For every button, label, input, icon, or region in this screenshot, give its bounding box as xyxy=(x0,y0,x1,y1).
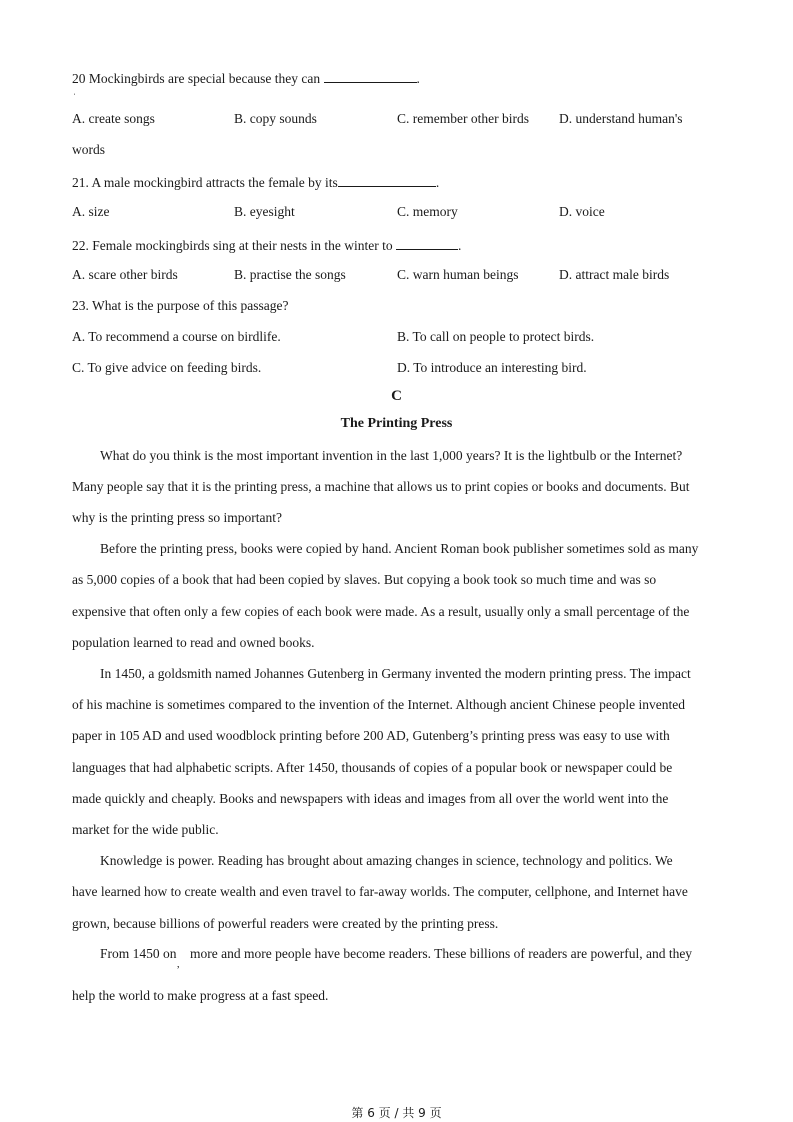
option-a: A. size xyxy=(72,204,110,219)
option-c: C. remember other birds xyxy=(397,111,529,126)
stray-mark: ˌ xyxy=(73,85,76,95)
paragraph-3-line-6: market for the wide public. xyxy=(72,822,219,837)
question-22-stem: 22. Female mockingbirds sing at their nests in the winter to xyxy=(72,238,393,253)
paragraph-3-line-2: of his machine is sometimes compared to the invention of the Internet. Although ancient Chinese people invented xyxy=(72,697,685,712)
page-footer: 第 6 页 / 共 9 页 xyxy=(351,1106,442,1120)
option-d: D. voice xyxy=(559,204,605,219)
option-c: C. warn human beings xyxy=(397,267,519,282)
paragraph-5-start: From 1450 on xyxy=(100,946,177,961)
question-22 xyxy=(72,236,461,254)
option-d-wrap: words xyxy=(72,142,105,157)
period: . xyxy=(416,71,420,86)
question-20-stem: 20 Mockingbirds are special because they can xyxy=(72,71,321,86)
paragraph-4-line-1: Knowledge is power. Reading has brought about amazing changes in science, technology and politics. We xyxy=(100,853,673,868)
answer-blank xyxy=(396,236,458,250)
option-b: B. To call on people to protect birds. xyxy=(397,329,595,344)
paragraph-1-line-3: why is the printing press so important? xyxy=(72,510,282,525)
option-c: C. memory xyxy=(397,204,458,219)
period: . xyxy=(457,238,462,253)
option-a: A. scare other birds xyxy=(72,267,178,282)
option-c: C. To give advice on feeding birds. xyxy=(72,360,262,375)
period: . xyxy=(435,175,440,190)
option-a: A. To recommend a course on birdlife. xyxy=(72,329,281,344)
paragraph-5-rest: more and more people have become readers. These billions of readers are powerful, and they xyxy=(190,946,693,961)
option-d: D. attract male birds xyxy=(559,267,670,282)
option-d: D. understand human's xyxy=(559,111,683,126)
question-21 xyxy=(72,173,439,191)
paragraph-3-line-3: paper in 105 AD and used woodblock printing before 200 AD, Gutenberg’s printing press was easy to use with xyxy=(72,728,670,743)
paragraph-2-line-2: as 5,000 copies of a book that had been copied by slaves. But copying a book took so much time and was so xyxy=(72,572,657,587)
paragraph-4-line-2: have learned how to create wealth and even travel to far-away worlds. The computer, cellphone, and Internet have xyxy=(72,884,688,899)
paragraph-5-line-2: help the world to make progress at a fast speed. xyxy=(72,988,329,1003)
paragraph-2-line-3: expensive that often only a few copies of each book were made. As a result, usually only a small percentage of the xyxy=(72,604,690,619)
paragraph-2-line-4: population learned to read and owned books. xyxy=(72,635,315,650)
answer-blank xyxy=(324,69,417,83)
paragraph-1-line-2: Many people say that it is the printing press, a machine that allows us to print copies or books and documents. But xyxy=(72,479,690,494)
paragraph-2-line-1: Before the printing press, books were copied by hand. Ancient Roman book publisher sometimes sold as many xyxy=(100,541,699,556)
question-20 xyxy=(72,69,420,87)
paragraph-4-line-3: grown, because billions of powerful readers were created by the printing press. xyxy=(72,916,499,931)
paragraph-5-line-1 xyxy=(100,946,722,970)
answer-blank xyxy=(338,173,436,187)
detached-comma: , xyxy=(176,958,180,970)
option-b: B. eyesight xyxy=(234,204,295,219)
section-letter: C xyxy=(391,388,402,404)
option-d: D. To introduce an interesting bird. xyxy=(397,360,587,375)
paragraph-3-line-4: languages that had alphabetic scripts. After 1450, thousands of copies of a popular book or newspaper could be xyxy=(72,760,673,775)
paragraph-3-line-5: made quickly and cheaply. Books and newspapers with ideas and images from all over the world went into the xyxy=(72,791,669,806)
option-b: B. copy sounds xyxy=(234,111,317,126)
option-a: A. create songs xyxy=(72,111,155,126)
passage-title: The Printing Press xyxy=(340,416,453,431)
question-23-stem: 23. What is the purpose of this passage? xyxy=(72,298,289,313)
question-21-stem: 21. A male mockingbird attracts the female by its xyxy=(72,175,338,190)
option-b: B. practise the songs xyxy=(234,267,346,282)
paragraph-1-line-1: What do you think is the most important invention in the last 1,000 years? It is the lightbulb or the Internet? xyxy=(100,448,683,463)
paragraph-3-line-1: In 1450, a goldsmith named Johannes Gutenberg in Germany invented the modern printing press. The impact xyxy=(100,666,691,681)
